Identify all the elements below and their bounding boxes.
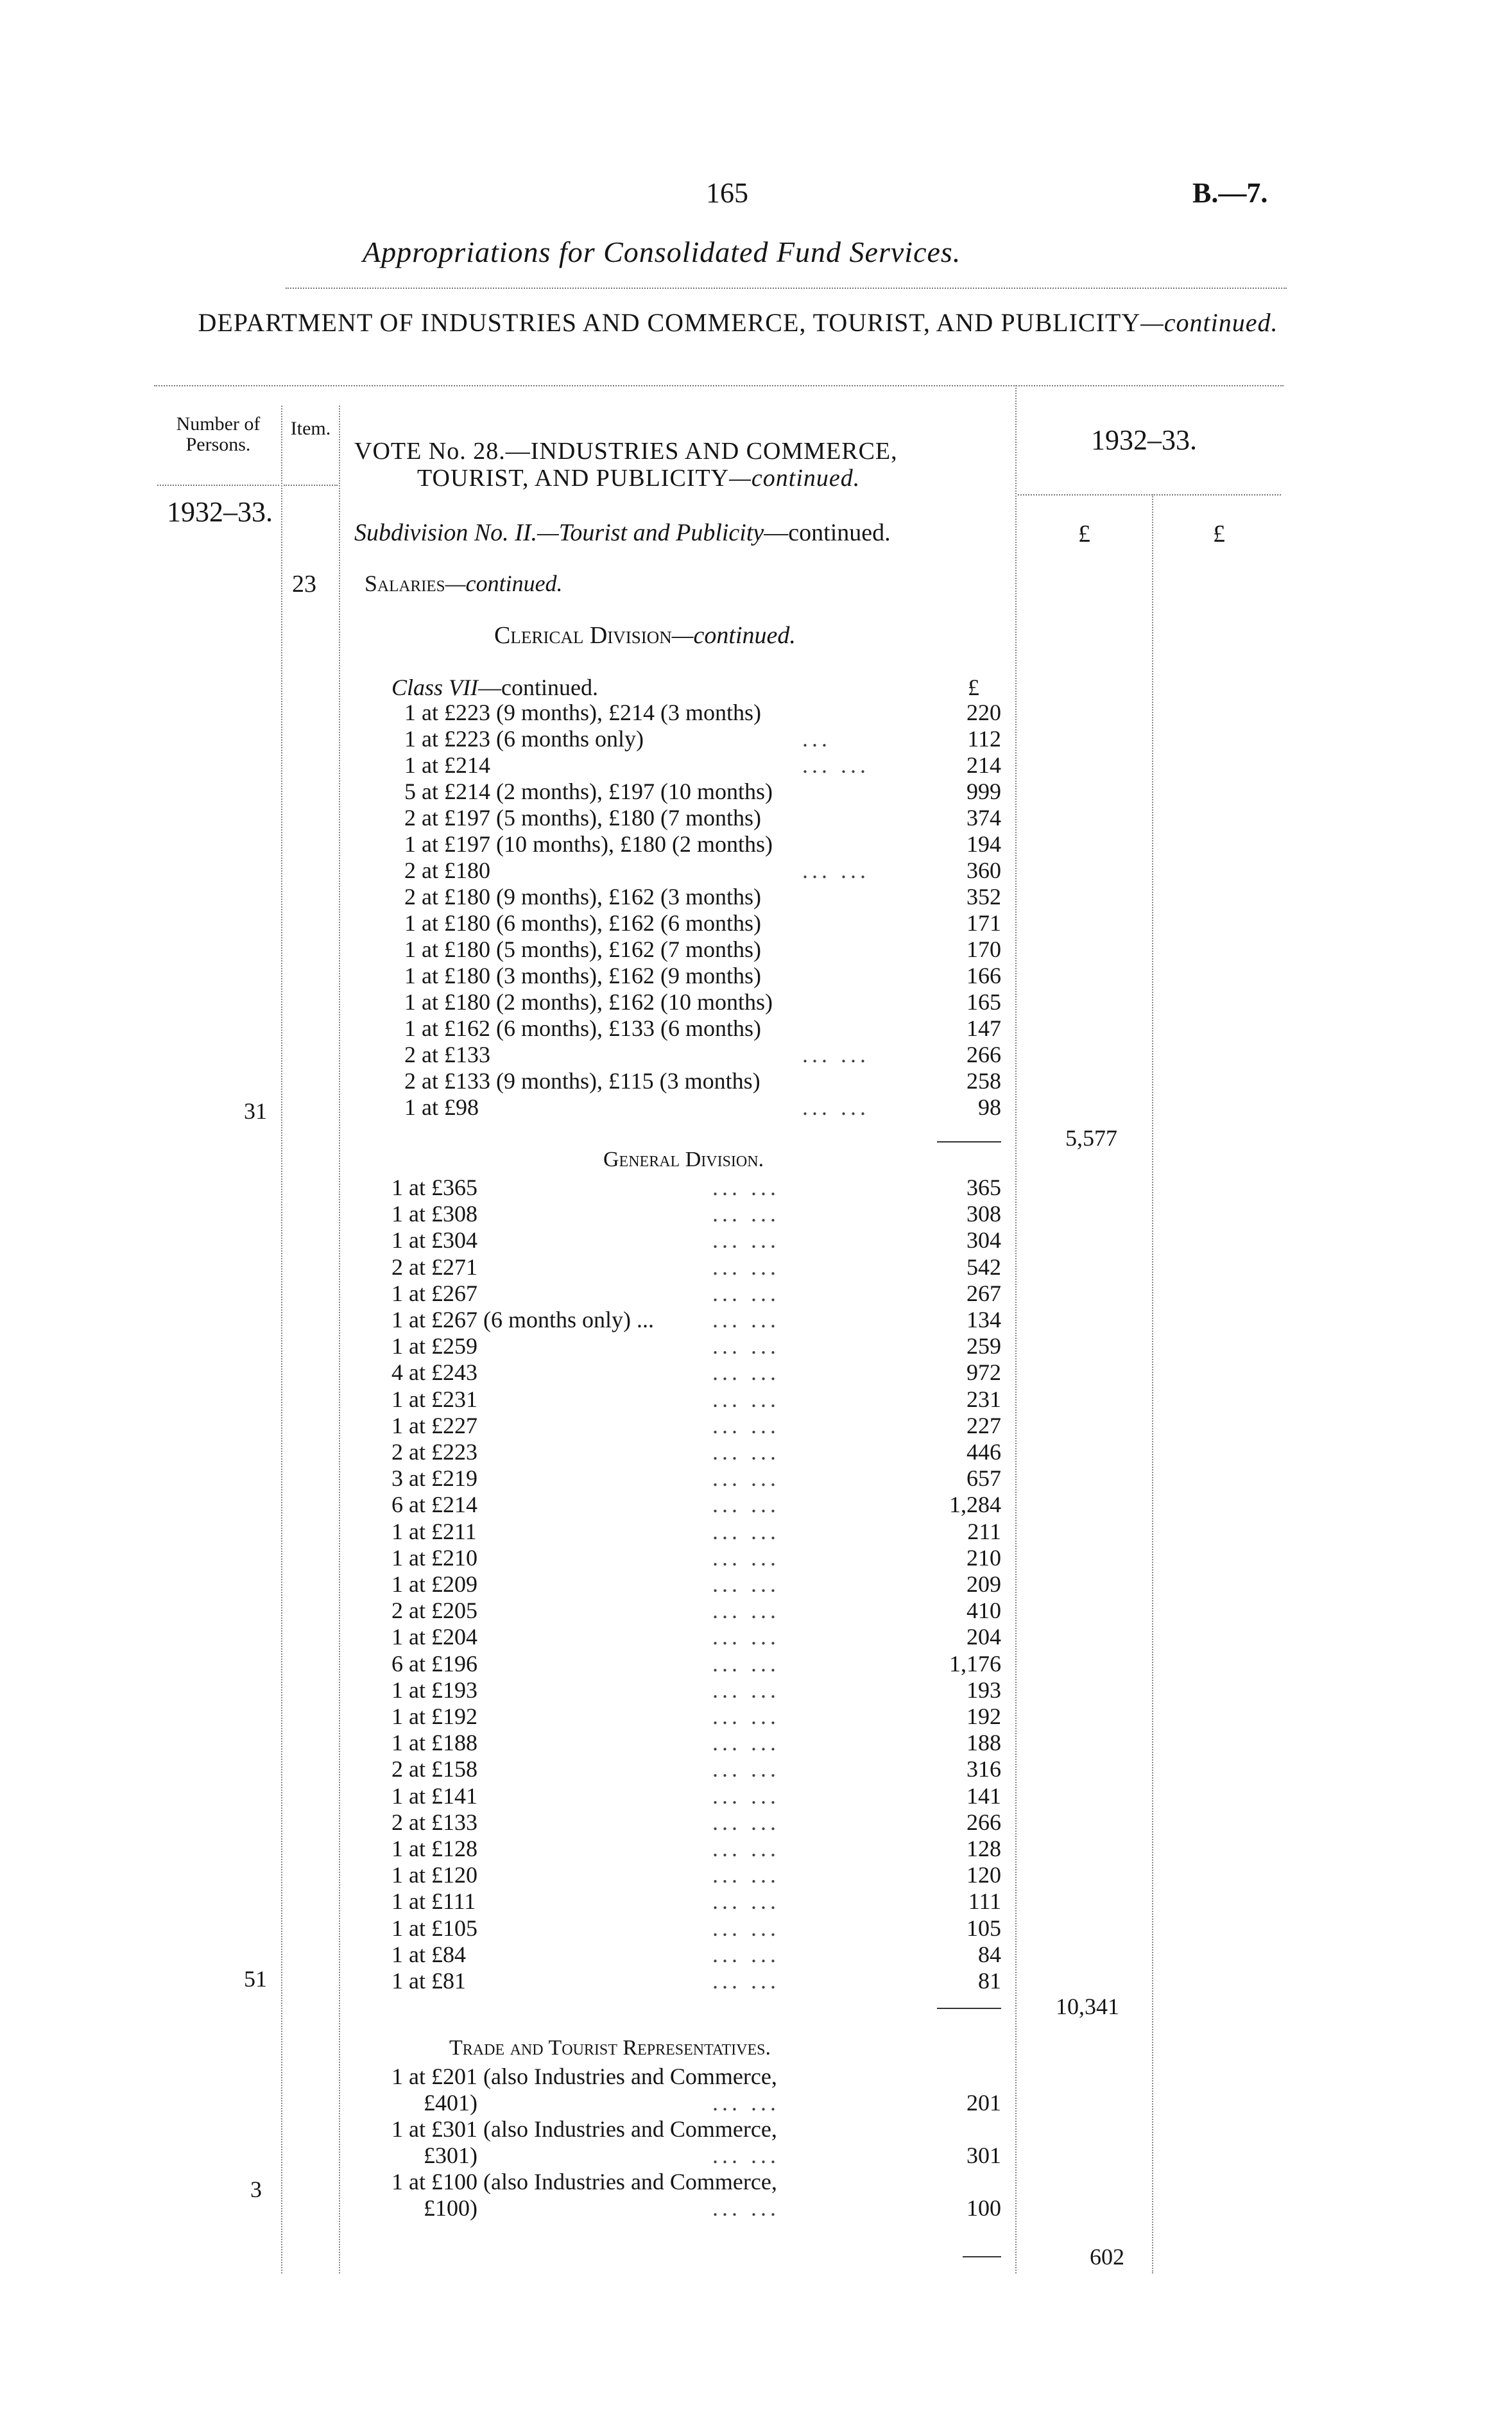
row-amount: 165 — [966, 989, 1001, 1015]
row-label: 1 at £304 — [391, 1227, 477, 1253]
row-leader-dots: ... ... — [712, 1598, 780, 1623]
row-leader-dots: ... ... — [712, 1809, 780, 1835]
row-amount: 301 — [966, 2143, 1001, 2168]
general-total: 10,341 — [1056, 1994, 1119, 2019]
row-label: 1 at £201 (also Industries and Commerce, — [391, 2064, 777, 2089]
table-row — [391, 1439, 1001, 1465]
column-divider-persons — [281, 406, 282, 2273]
table-row — [391, 1756, 1001, 1782]
row-amount: 84 — [978, 1942, 1001, 1967]
row-label: 2 at £205 — [391, 1598, 477, 1623]
table-row — [391, 936, 1001, 963]
row-amount: 374 — [966, 805, 1001, 831]
row-label: 1 at £180 (6 months), £162 (6 months) — [404, 910, 761, 936]
trade-row-line2 — [391, 2090, 1001, 2116]
row-label: 1 at £231 — [391, 1386, 477, 1412]
row-label: 1 at £223 (6 months only) — [404, 726, 644, 752]
row-label: 1 at £162 (6 months), £133 (6 months) — [404, 1015, 761, 1041]
row-leader-dots: ... ... — [712, 1307, 780, 1332]
row-label: 2 at £223 — [391, 1439, 477, 1465]
row-label-cont: £100) — [424, 2195, 477, 2221]
row-amount: 360 — [966, 858, 1001, 883]
table-row — [391, 1307, 1001, 1333]
salaries-label: Salaries — [365, 571, 445, 596]
table-row — [391, 1094, 1001, 1121]
row-amount: 227 — [966, 1413, 1001, 1438]
table-row — [391, 1571, 1001, 1598]
table-row — [391, 779, 1001, 805]
row-label: 6 at £196 — [391, 1651, 477, 1677]
row-amount: 266 — [966, 1809, 1001, 1835]
trade-row-line1 — [391, 2116, 1001, 2143]
table-row — [391, 1492, 1001, 1518]
trade-persons: 3 — [250, 2177, 262, 2202]
row-amount: 141 — [966, 1783, 1001, 1809]
table-row — [391, 1175, 1001, 1201]
row-leader-dots: ... ... — [712, 1571, 780, 1597]
row-label: 2 at £197 (5 months), £180 (7 months) — [404, 805, 761, 831]
row-leader-dots: ... ... — [712, 1651, 780, 1677]
row-amount: 166 — [966, 963, 1001, 988]
trade-total: 602 — [1090, 2244, 1124, 2270]
row-leader-dots: ... ... — [712, 1915, 780, 1941]
table-row — [391, 1042, 1001, 1068]
row-label-cont: £301) — [424, 2143, 477, 2168]
department-title — [193, 307, 1284, 339]
row-amount: 259 — [966, 1333, 1001, 1359]
clerical-total: 5,577 — [1065, 1125, 1117, 1151]
row-label: 1 at £267 — [391, 1281, 477, 1306]
trade-row-line2 — [391, 2143, 1001, 2169]
row-leader-dots: ... ... — [712, 1439, 780, 1465]
row-amount: 1,176 — [949, 1651, 1001, 1677]
row-amount: 657 — [966, 1465, 1001, 1491]
row-amount: 365 — [966, 1175, 1001, 1200]
row-amount: 201 — [966, 2090, 1001, 2116]
row-leader-dots: ... ... — [712, 2195, 780, 2221]
clerical-continued: —continued. — [671, 622, 796, 649]
subdivision-heading — [354, 519, 891, 547]
row-label: 1 at £192 — [391, 1703, 477, 1729]
table-row — [391, 1915, 1001, 1942]
row-amount: 972 — [966, 1359, 1001, 1385]
table-row — [391, 831, 1001, 858]
table-row — [391, 1227, 1001, 1254]
row-label: 2 at £133 — [391, 1809, 477, 1835]
row-leader-dots: ... ... — [712, 1175, 780, 1200]
row-amount: 81 — [978, 1968, 1001, 1994]
row-leader-dots: ... ... — [712, 1730, 780, 1755]
row-leader-dots: ... ... — [712, 1333, 780, 1359]
inner-currency: £ — [968, 675, 979, 700]
row-amount: 98 — [978, 1094, 1001, 1120]
row-label: 1 at £188 — [391, 1730, 477, 1755]
row-leader-dots: ... ... — [712, 1783, 780, 1809]
row-label: 1 at £267 (6 months only) ... — [391, 1307, 654, 1332]
page-number: 165 — [706, 177, 748, 209]
row-label: 1 at £100 (also Industries and Commerce, — [391, 2169, 777, 2195]
general-subtotal-rule — [937, 2008, 1001, 2009]
salaries-heading — [365, 570, 563, 597]
table-top-rule — [154, 385, 1284, 386]
row-leader-dots: ... ... — [712, 1703, 780, 1729]
trade-heading: Trade and Tourist Representatives. — [449, 2036, 771, 2060]
row-label: 6 at £214 — [391, 1492, 477, 1517]
table-row — [391, 1281, 1001, 1307]
row-label: 2 at £133 (9 months), £115 (3 months) — [404, 1068, 760, 1094]
row-label: 5 at £214 (2 months), £197 (10 months) — [404, 779, 773, 804]
row-leader-dots: ... ... — [802, 752, 870, 778]
row-amount: 100 — [966, 2195, 1001, 2221]
row-leader-dots: ... ... — [712, 1413, 780, 1438]
row-label: 4 at £243 — [391, 1359, 477, 1385]
table-row — [391, 1783, 1001, 1809]
row-label: 1 at £81 — [391, 1968, 466, 1994]
row-label: 1 at £105 — [391, 1915, 477, 1941]
row-label: 1 at £223 (9 months), £214 (3 months) — [404, 700, 761, 725]
department-continued: —continued. — [1140, 308, 1278, 337]
table-row — [391, 1254, 1001, 1281]
row-leader-dots: ... ... — [712, 1227, 780, 1253]
row-amount: 194 — [966, 831, 1001, 857]
row-leader-dots: ... ... — [712, 1386, 780, 1412]
row-amount: 192 — [966, 1703, 1001, 1729]
table-row — [391, 700, 1001, 726]
table-row — [391, 1677, 1001, 1703]
table-row — [391, 1888, 1001, 1915]
row-leader-dots: ... ... — [712, 1968, 780, 1994]
row-label: 1 at £128 — [391, 1836, 477, 1861]
row-amount: 214 — [966, 752, 1001, 778]
row-label: 1 at £227 — [391, 1413, 477, 1438]
row-leader-dots: ... ... — [712, 2143, 780, 2168]
class-continued: —continued. — [478, 675, 598, 700]
table-row — [391, 1862, 1001, 1888]
row-amount: 1,284 — [949, 1492, 1001, 1517]
row-leader-dots: ... ... — [712, 1942, 780, 1967]
row-amount: 352 — [966, 884, 1001, 910]
row-label: 1 at £209 — [391, 1571, 477, 1597]
row-amount: 210 — [966, 1545, 1001, 1571]
row-label: 1 at £84 — [391, 1942, 466, 1967]
row-label: 1 at £180 (5 months), £162 (7 months) — [404, 936, 761, 962]
vote-title-text: TOURIST, AND PUBLICITY — [417, 465, 730, 492]
table-row — [391, 1942, 1001, 1968]
class-heading — [391, 674, 598, 701]
row-label: 1 at £204 — [391, 1624, 477, 1650]
row-leader-dots: ... ... — [712, 1624, 780, 1650]
year-header-rule — [1018, 494, 1281, 496]
row-amount: 147 — [966, 1015, 1001, 1041]
row-leader-dots: ... ... — [712, 1281, 780, 1306]
row-leader-dots: ... ... — [712, 1888, 780, 1914]
persons-year: 1932–33. — [167, 496, 273, 528]
row-amount: 209 — [966, 1571, 1001, 1597]
row-label: 1 at £210 — [391, 1545, 477, 1571]
row-amount: 220 — [966, 700, 1001, 725]
table-row — [391, 1201, 1001, 1227]
row-leader-dots: ... ... — [712, 1492, 780, 1517]
row-leader-dots: ... ... — [712, 2090, 780, 2116]
row-label: 2 at £158 — [391, 1756, 477, 1782]
row-amount: 105 — [966, 1915, 1001, 1941]
table-row — [391, 1068, 1001, 1094]
row-leader-dots: ... ... — [712, 1756, 780, 1782]
table-row — [391, 1730, 1001, 1756]
row-amount: 999 — [966, 779, 1001, 804]
currency-column-a: £ — [1078, 521, 1090, 548]
department-name: DEPARTMENT OF INDUSTRIES AND COMMERCE, TOURIST, AND PUBLICITY — [198, 308, 1141, 337]
trade-subtotal-rule — [963, 2256, 1001, 2257]
vote-title-continued: —continued. — [729, 465, 861, 492]
persons-header-rule — [157, 485, 279, 486]
row-label: 2 at £180 — [404, 858, 490, 883]
table-row — [391, 1413, 1001, 1439]
row-label: 1 at £193 — [391, 1677, 477, 1703]
row-amount: 171 — [966, 910, 1001, 936]
row-label: 1 at £141 — [391, 1783, 477, 1809]
row-amount: 304 — [966, 1227, 1001, 1253]
salaries-continued: —continued. — [445, 571, 563, 596]
row-label: 2 at £271 — [391, 1254, 477, 1280]
row-amount: 112 — [967, 726, 1001, 752]
column-divider-totals — [1152, 494, 1153, 2273]
table-row — [391, 1545, 1001, 1571]
row-label-cont: £401) — [424, 2090, 477, 2116]
row-amount: 204 — [966, 1624, 1001, 1650]
row-label: 1 at £98 — [404, 1094, 479, 1120]
table-row — [391, 1359, 1001, 1386]
row-amount: 231 — [966, 1386, 1001, 1412]
table-row — [391, 989, 1001, 1015]
table-row — [391, 1703, 1001, 1730]
row-amount: 542 — [966, 1254, 1001, 1280]
column-divider-detail — [1015, 385, 1017, 2273]
row-label: 1 at £214 — [404, 752, 490, 778]
table-row — [391, 1598, 1001, 1624]
table-row — [391, 1651, 1001, 1677]
general-persons: 51 — [244, 1966, 267, 1992]
estimates-year: 1932–33. — [1091, 424, 1197, 456]
row-amount: 410 — [966, 1598, 1001, 1623]
row-amount: 316 — [966, 1756, 1001, 1782]
row-label: 1 at £111 — [391, 1888, 476, 1914]
item-header-rule — [284, 485, 338, 486]
table-row — [391, 805, 1001, 831]
table-row — [391, 1465, 1001, 1492]
clerical-subtotal-rule — [937, 1141, 1001, 1143]
table-row — [391, 1968, 1001, 1994]
row-label: 1 at £197 (10 months), £180 (2 months) — [404, 831, 773, 857]
trade-row-line1 — [391, 2064, 1001, 2090]
row-label: 1 at £308 — [391, 1201, 477, 1227]
subdivision-continued: —continued. — [764, 519, 891, 546]
table-row — [391, 1386, 1001, 1413]
table-row — [391, 1519, 1001, 1545]
row-leader-dots: ... ... — [712, 1465, 780, 1491]
table-row — [391, 858, 1001, 884]
trade-row-line1 — [391, 2169, 1001, 2195]
row-leader-dots: ... ... — [712, 1862, 780, 1888]
row-label: 3 at £219 — [391, 1465, 477, 1491]
row-amount: 308 — [966, 1201, 1001, 1227]
row-leader-dots: ... ... — [712, 1201, 780, 1227]
row-label: 1 at £180 (3 months), £162 (9 months) — [404, 963, 761, 988]
row-label: 1 at £180 (2 months), £162 (10 months) — [404, 989, 773, 1015]
row-leader-dots: ... ... — [802, 858, 870, 883]
row-label: 1 at £259 — [391, 1333, 477, 1359]
clerical-label: Clerical Division — [494, 622, 672, 649]
row-label: 1 at £365 — [391, 1175, 477, 1200]
table-row — [391, 884, 1001, 910]
page-subtitle: Appropriations for Consolidated Fund Services. — [363, 236, 961, 268]
row-leader-dots: ... ... — [802, 1042, 870, 1067]
vote-title-line2 — [417, 465, 860, 492]
row-amount: 188 — [966, 1730, 1001, 1755]
row-amount: 111 — [968, 1888, 1001, 1914]
table-row — [391, 1809, 1001, 1836]
clerical-division-heading — [494, 621, 796, 650]
row-amount: 267 — [966, 1281, 1001, 1306]
item-number: 23 — [292, 571, 316, 598]
row-label: 2 at £180 (9 months), £162 (3 months) — [404, 884, 761, 910]
table-row — [391, 726, 1001, 752]
table-row — [391, 910, 1001, 936]
row-label: 1 at £301 (also Industries and Commerce, — [391, 2116, 777, 2142]
table-row — [391, 963, 1001, 989]
row-amount: 170 — [966, 936, 1001, 962]
trade-row-line2 — [391, 2195, 1001, 2221]
table-row — [391, 752, 1001, 779]
row-amount: 134 — [966, 1307, 1001, 1332]
row-amount: 128 — [966, 1836, 1001, 1861]
clerical-persons: 31 — [244, 1098, 267, 1124]
table-row — [391, 1624, 1001, 1650]
currency-column-b: £ — [1213, 521, 1225, 548]
row-amount: 193 — [966, 1677, 1001, 1703]
class-label: Class VII — [391, 675, 478, 700]
table-row — [391, 1333, 1001, 1359]
vote-title: VOTE No. 28.—INDUSTRIES AND COMMERCE, — [354, 438, 898, 465]
row-label: 1 at £211 — [391, 1519, 477, 1544]
row-label: 2 at £133 — [404, 1042, 490, 1067]
header-rule — [286, 288, 1287, 289]
row-leader-dots: ... ... — [712, 1677, 780, 1703]
item-header: Item. — [290, 418, 331, 439]
table-row — [391, 1836, 1001, 1862]
row-leader-dots: ... ... — [712, 1519, 780, 1544]
row-amount: 258 — [966, 1068, 1001, 1094]
column-divider-item — [339, 406, 340, 2273]
row-leader-dots: ... — [802, 726, 831, 752]
subdivision-label: Subdivision No. II.—Tourist and Publicity — [354, 519, 764, 546]
row-amount: 266 — [966, 1042, 1001, 1067]
row-leader-dots: ... ... — [712, 1545, 780, 1571]
table-row — [391, 1015, 1001, 1042]
row-leader-dots: ... ... — [802, 1094, 870, 1120]
row-label: 1 at £120 — [391, 1862, 477, 1888]
row-amount: 211 — [967, 1519, 1001, 1544]
row-leader-dots: ... ... — [712, 1359, 780, 1385]
row-leader-dots: ... ... — [712, 1836, 780, 1861]
row-amount: 120 — [966, 1862, 1001, 1888]
row-amount: 446 — [966, 1439, 1001, 1465]
row-leader-dots: ... ... — [712, 1254, 780, 1280]
number-of-persons-header: Number of Persons. — [176, 413, 261, 455]
general-division-heading: General Division. — [603, 1148, 764, 1171]
document-reference: B.—7. — [1192, 177, 1268, 209]
